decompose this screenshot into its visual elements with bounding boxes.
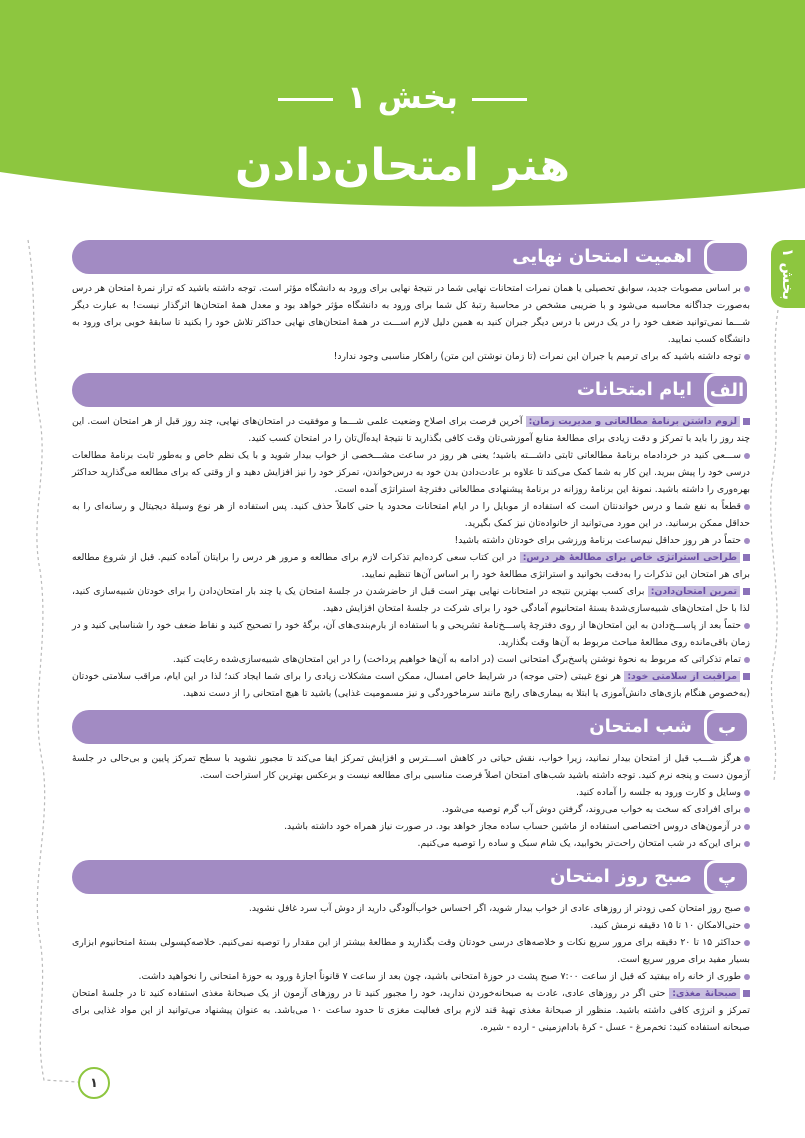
list-item: حتماً بعد از پاســـخ‌دادن به این امتحان‌ها از روی دفترچهٔ پاســـخ‌نامهٔ تشریحی و با استفاده از بارم‌بندی‌های آن، برگهٔ خود را تصحیح کنید و نقاط ضعف خود را شناسایی کنید و در زمان باقی‌مانده روی مطالعهٔ مباحث مربوط به آن‌ها وقت بگذارید. (72, 617, 750, 651)
item-label: طراحی استراتژی خاص برای مطالعهٔ هر درس: (520, 552, 740, 563)
paragraph: توجه داشته باشید که برای ترمیم یا جبران این نمرات (تا زمان نوشتن این متن) راهکار مناسبی وجود ندارد! (72, 348, 750, 365)
section-header-importance (72, 240, 750, 274)
item-label: صبحانهٔ مغذی: (669, 988, 740, 999)
list-item: طوری از خانه راه بیفتید که قبل از ساعت ۷:۰۰ صبح پشت در حوزهٔ امتحانی باشید، چون بعد از ساعت ۷ قانوناً اجازهٔ ورود به حوزهٔ امتحانی را نخواهید داشت. (72, 968, 750, 985)
list-item (72, 668, 750, 702)
section-badge: پ (704, 860, 750, 894)
side-tab-label: بخش ۱ (779, 247, 797, 301)
list-item: حتی‌الامکان ۱۰ تا ۱۵ دقیقه نرمش کنید. (72, 917, 750, 934)
item-text: آخرین فرصت برای اصلاح وضعیت علمی شـــما و موفقیت در امتحان‌های نهایی، چند روز قبل از هر امتحان است. این چند روز را باید با تمرکز و دقت زیادی برای مطالعهٔ منابع آموزشی‌تان وقت کافی بگذارید تا نتیجهٔ ایده‌آل‌تان را در امتحان کسب کنید. (72, 416, 750, 444)
list-item: برای افرادی که سخت به خواب می‌روند، گرفتن دوش آب گرم توصیه می‌شود. (72, 801, 750, 818)
part-label-text: بخش ۱ (347, 78, 458, 116)
section-badge: الف (704, 373, 750, 407)
section-title: ایام امتحانات (576, 379, 692, 400)
item-label: تمرین امتحان‌دادن: (648, 586, 740, 597)
item-text: برای کسب بهترین نتیجه در امتحانات نهایی بهتر است قبل از حاضرشدن در جلسهٔ امتحان یک یا چند بار امتحان‌دادن را برای خودتان شبیه‌سازی کنید، لذا با حل امتحان‌های شبیه‌سازی‌شدهٔ بستهٔ امتحانیوم آمادگی خود را برای شرکت در جلسهٔ امتحان افزایش دهید. (72, 586, 750, 614)
item-label: لزوم داشتن برنامهٔ مطالعاتی و مدیریت زمان: (526, 416, 740, 427)
square-bullet-icon (743, 673, 750, 680)
section-header-exam-morning (72, 860, 750, 894)
section-badge: ب (704, 710, 750, 744)
square-bullet-icon (743, 990, 750, 997)
list-item (72, 985, 750, 1036)
list-item: حتماً در هر روز حداقل نیم‌ساعت برنامهٔ ورزشی برای خودتان داشته باشید! (72, 532, 750, 549)
list-item: قطعاً به نفع شما و درس خواندنتان است که استفاده از موبایل را در ایام امتحانات محدود یا حتی کاملاً حذف کنید. پس استفاده از هر نوع وسیلهٔ دیجیتال و رسانه‌ای را به حداقل ممکن برسانید. در این مورد می‌توانید از خانواده‌تان نیز کمک بگیرید. (72, 498, 750, 532)
page-number: ۱ (78, 1067, 110, 1099)
content (72, 240, 750, 1036)
item-text: هر نوع غیبتی (حتی موجه) در شرایط خاص امسال، ممکن است مشکلات زیادی را برای شما ایجاد کند؛ لذا در این ایام، مراقب سلامتی خودتان (به‌خصوص هنگام بازی‌های دانش‌آموزی یا ابتلا به بیماری‌های رایج مانند سرماخوردگی و نیز مسمومیت غذایی) باشید تا هیچ امتحانی را از دست ندهید. (72, 671, 750, 699)
item-text: در این کتاب سعی کرده‌ایم تذکرات لازم برای مطالعه و مرور هر درس را برایتان آماده کنیم. قبل از شروع مطالعه برای هر امتحان این تذکرات را به‌دقت بخوانید و استراتژی مطالعهٔ خود را بر اساس آن‌ها تنظیم نمایید. (72, 552, 750, 580)
section-header-exam-night (72, 710, 750, 744)
list-item: هرگز شـــب قبل از امتحان بیدار نمانید، زیرا خواب، نقش حیاتی در کاهش اســـترس و افزایش تمرکز ایفا می‌کند تا مجبور نشوید با سطح تمرکز پایین و بی‌حالی در جلسهٔ آزمون دست و پنجه نرم کنید. توجه داشته باشید شب‌های امتحان اصلاً فرصت مناسبی برای مطالعه نیست و برعکس بهترین کار استراحت است. (72, 750, 750, 784)
section-badge (704, 240, 750, 274)
list-item: در آزمون‌های دروس اختصاصی استفاده از ماشین حساب ساده مجاز خواهد بود. در صورت نیاز همراه خود داشته باشید. (72, 818, 750, 835)
item-label: مراقبت از سلامتی خود: (624, 671, 740, 682)
list-item: وسایل و کارت ورود به جلسه را آماده کنید. (72, 784, 750, 801)
square-bullet-icon (743, 418, 750, 425)
section-title: اهمیت امتحان نهایی (512, 246, 692, 267)
square-bullet-icon (743, 588, 750, 595)
list-item (72, 549, 750, 583)
section-header-exam-days (72, 373, 750, 407)
list-item: ســـعی کنید در خردادماه برنامهٔ مطالعاتی ثابتی داشـــته باشید؛ یعنی هر روز در ساعت مشـــخصی از خواب بیدار شوید و با یک نظم خاص و به‌طور ثابت برنامهٔ مطالعات درسی خود را پیش ببرید. این کار به شما کمک می‌کند تا علاوه بر عادت‌دادن بدن خود به درس‌خواندن، تمرکز خود را نیز افزایش دهید و از وقتی که برای مطالعه می‌گذارید حداکثر بهره‌وری را داشته باشید. نمونهٔ این برنامهٔ روزانه در برنامهٔ پیشنهادی مطالعاتی دفترچهٔ استراتژی آمده است. (72, 447, 750, 498)
list-item (72, 413, 750, 447)
square-bullet-icon (743, 554, 750, 561)
list-item (72, 583, 750, 617)
section-title: شب امتحان (589, 716, 692, 737)
section-title: صبح روز امتحان (550, 866, 692, 887)
item-text: حتی اگر در روزهای عادی، عادت به صبحانه‌خوردن ندارید، خود را مجبور کنید تا در روزهای آزمون از یک صبحانهٔ مغذی استفاده کنید تا در جلسهٔ امتحان تمرکز و انرژی کافی داشته باشید. منظور از صبحانهٔ مغذی تهیهٔ قند لازم برای فعالیت مغزی تا حدود ساعت ۱۰ می‌باشد. به عنوان پیشنهاد می‌توانید از این مواد غذایی برای صبحانه استفاده کنید: تخم‌مرغ - عسل - کرهٔ بادام‌زمینی - ارده - شیره. (72, 988, 750, 1033)
list-item: برای این‌که در شب امتحان راحت‌تر بخوابید، یک شام سبک و ساده را توصیه می‌کنیم. (72, 835, 750, 852)
side-tab (771, 240, 805, 308)
list-item: تمام تذکراتی که مربوط به نحوهٔ نوشتن پاسخ‌برگ امتحانی است (در ادامه به آن‌ها خواهیم پرداخت) را در این امتحان‌های شبیه‌سازی‌شده رعایت کنید. (72, 651, 750, 668)
page-title: هنر امتحان‌دادن (234, 140, 571, 191)
list-item: حداکثر ۱۵ تا ۲۰ دقیقه برای مرور سریع نکات و خلاصه‌های درسی خودتان وقت بگذارید و مطالعهٔ بیشتر از این مقدار را توصیه نمی‌کنیم. خلاصه‌کپسولی بستهٔ امتحانیوم ابزاری بسیار مفید برای مرور سریع است. (72, 934, 750, 968)
list-item: صبح روز امتحان کمی زودتر از روزهای عادی از خواب بیدار شوید، اگر احساس خواب‌آلودگی دارید از دوش آب سرد غافل نشوید. (72, 900, 750, 917)
paragraph: بر اساس مصوبات جدید، سوابق تحصیلی یا همان نمرات امتحانات نهایی شما در نتیجهٔ نهایی برای ورود به دانشگاه مؤثر است. توجه داشته باشید که تراز نمرهٔ امتحان هر درس به‌صورت جداگانه محاسبه می‌شود و با ضریبی مشخص در محاسبهٔ رتبهٔ کل شما برای ورود به دانشگاه مؤثر خواهد بود و معدل همهٔ امتحان‌ها اثرگذار نیست! به عبارت دیگر شـــما نمی‌توانید ضعف خود را در یک درس با درس دیگر جبران کنید به همین دلیل لازم اســـت در همهٔ امتحان‌های نهایی حداکثر تلاش خود را بکنید تا سابقهٔ خوبی برای ورود به دانشگاه کسب نمایید. (72, 280, 750, 348)
